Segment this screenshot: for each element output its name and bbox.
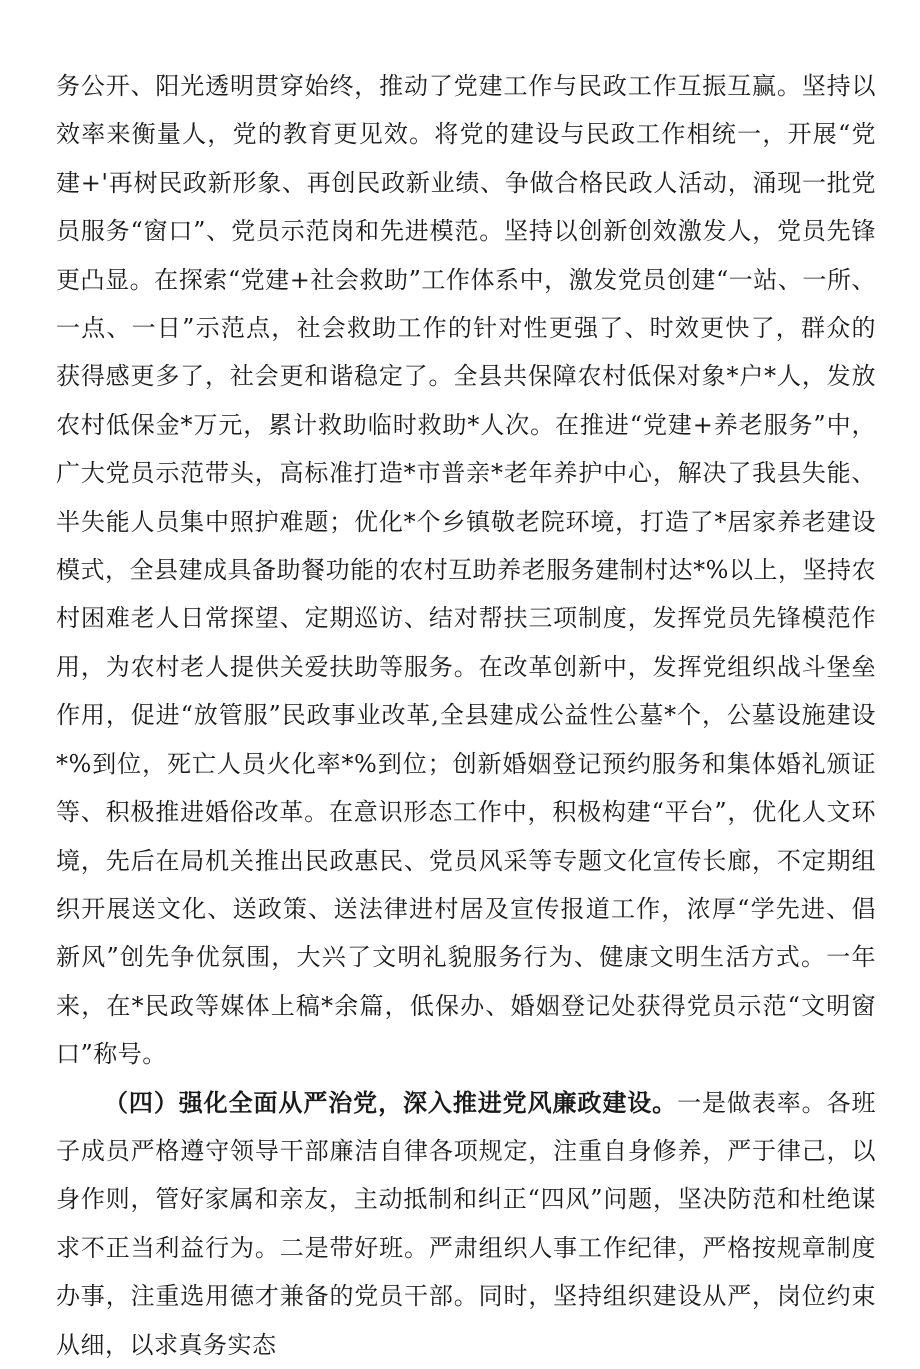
section-body-text: 一是做表率。各班子成员严格遵守领导干部廉洁自律各项规定，注重自身修养，严于律己，以身作则，管好家属和亲友，主动抵制和纠正“四风”问题，坚决防范和杜绝谋求不正当利益行为。二是带好班。严肃组织人事工作纪律，严格按规章制度办事，注重选用德才兼备的党员干部。同时，坚持组织建设从严，岗位约束从细，以求真务实态: [56, 1088, 877, 1359]
section-heading: （四）强化全面从严治党，深入推进党风廉政建设。: [104, 1088, 678, 1117]
document-body: [56, 62, 876, 1369]
paragraph-section-4: [56, 1079, 876, 1369]
paragraph-continuation: 务公开、阳光透明贯穿始终，推动了党建工作与民政工作互振互赢。坚持以效率来衡量人，党的教育更见效。将党的建设与民政工作相统一，开展“党建+'再树民政新形象、再创民政新业绩、争做合格民政人活动，涌现一批党员服务“窗口”、党员示范岗和先进模范。坚持以创新创效激发人，党员先锋更凸显。在探索“党建+社会救助”工作体系中，激发党员创建“一站、一所、一点、一日”示范点，社会救助工作的针对性更强了、时效更快了，群众的获得感更多了，社会更和谐稳定了。全县共保障农村低保对象*户*人，发放农村低保金*万元，累计救助临时救助*人次。在推进“党建+养老服务”中，广大党员示范带头，高标准打造*市普亲*老年养护中心，解决了我县失能、半失能人员集中照护难题；优化*个乡镇敬老院环境，打造了*居家养老建设模式，全县建成具备助餐功能的农村互助养老服务建制村达*%以上，坚持农村困难老人日常探望、定期巡访、结对帮扶三项制度，发挥党员先锋模范作用，为农村老人提供关爱扶助等服务。在改革创新中，发挥党组织战斗堡垒作用，促进“放管服”民政事业改革,全县建成公益性公墓*个，公墓设施建设*%到位，死亡人员火化率*%到位；创新婚姻登记预约服务和集体婚礼颁证等、积极推进婚俗改革。在意识形态工作中，积极构建“平台”，优化人文环境，先后在局机关推出民政惠民、党员风采等专题文化宣传长廊，不定期组织开展送文化、送政策、送法律进村居及宣传报道工作，浓厚“学先进、倡新风”创先争优氛围，大兴了文明礼貌服务行为、健康文明生活方式。一年来，在*民政等媒体上稿*余篇，低保办、婚姻登记处获得党员示范“文明窗口”称号。: [56, 72, 876, 1069]
